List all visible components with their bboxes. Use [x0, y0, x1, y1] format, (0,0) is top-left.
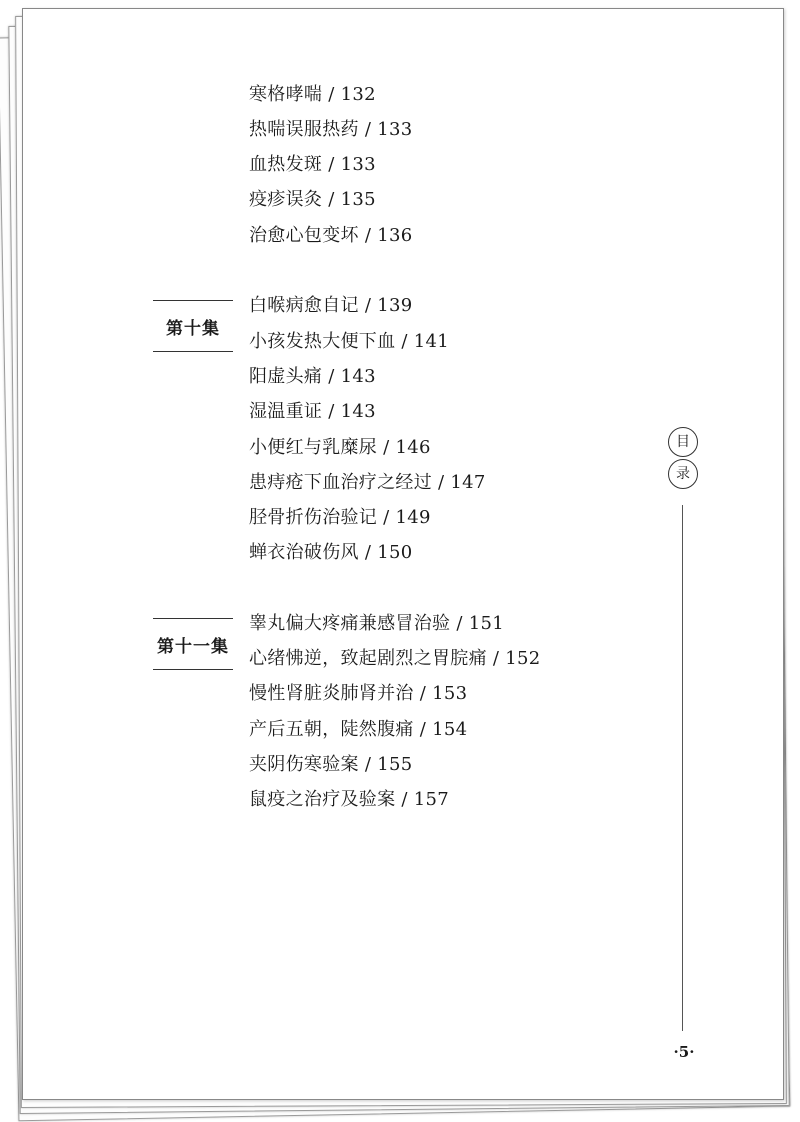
toc-entry[interactable]: 鼠疫之治疗及验案 / 157	[249, 789, 450, 810]
toc-entry[interactable]: 心绪怫逆，致起剧烈之胃脘痛 / 152	[249, 648, 541, 669]
toc-entry[interactable]: 夹阴伤寒验案 / 155	[249, 754, 413, 775]
toc-entry[interactable]: 寒格哮喘 / 132	[249, 84, 376, 105]
toc-entry[interactable]: 血热发斑 / 133	[249, 154, 376, 175]
toc-entry[interactable]: 睾丸偏大疼痛兼感冒治验 / 151	[249, 613, 504, 634]
toc-entry[interactable]: 热喘误服热药 / 133	[249, 119, 413, 140]
toc-entry[interactable]: 慢性肾脏炎肺肾并治 / 153	[249, 683, 468, 704]
page-number: ·5·	[673, 1043, 695, 1061]
toc-entry[interactable]: 阳虚头痛 / 143	[249, 366, 376, 387]
chapter-10-heading: 第十集	[153, 300, 233, 352]
chapter-11-heading: 第十一集	[153, 618, 233, 670]
toc-entry[interactable]: 患痔疮下血治疗之经过 / 147	[249, 472, 486, 493]
toc-entry[interactable]: 疫疹误灸 / 135	[249, 189, 376, 210]
side-rule	[682, 505, 683, 1031]
toc-entry[interactable]: 小便红与乳糜尿 / 146	[249, 437, 431, 458]
toc-entry[interactable]: 蝉衣治破伤风 / 150	[249, 542, 413, 563]
toc-entry[interactable]: 胫骨折伤治验记 / 149	[249, 507, 431, 528]
toc-page	[22, 8, 784, 1100]
toc-entry[interactable]: 湿温重证 / 143	[249, 401, 376, 422]
toc-entry[interactable]: 治愈心包变坏 / 136	[249, 225, 413, 246]
toc-entry[interactable]: 白喉病愈自记 / 139	[249, 295, 413, 316]
toc-entry[interactable]: 产后五朝，陡然腹痛 / 154	[249, 719, 468, 740]
side-label-lu: 录	[668, 459, 698, 489]
toc-entry[interactable]: 小孩发热大便下血 / 141	[249, 331, 450, 352]
side-label-mu: 目	[668, 427, 698, 457]
